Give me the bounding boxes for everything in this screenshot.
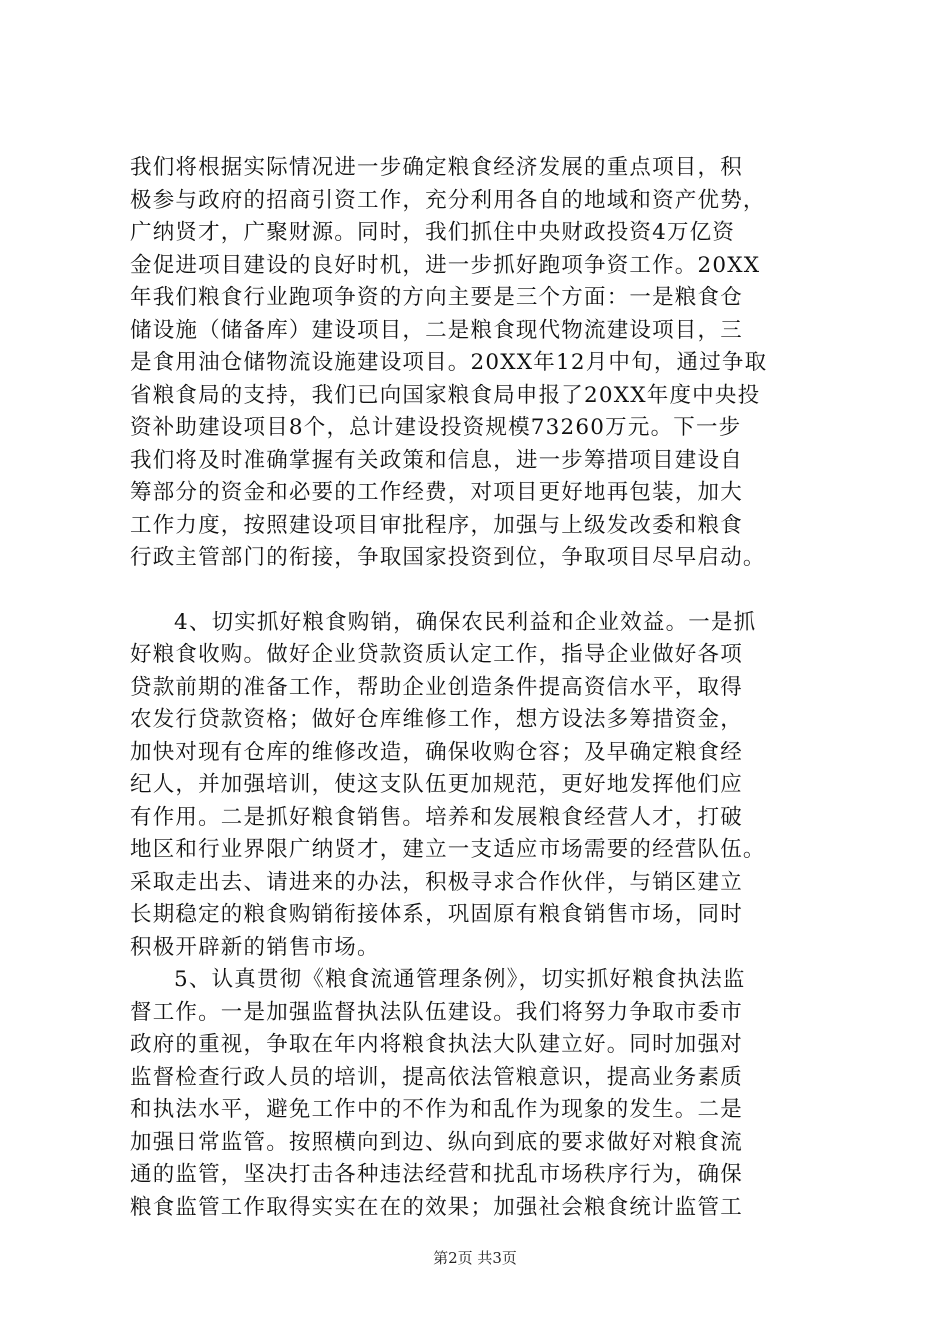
text-line: 监督检查行政人员的培训，提高依法管粮意识，提高业务素质 [130, 1064, 743, 1090]
text-line: 和执法水平，避免工作中的不作为和乱作为现象的发生。二是 [130, 1097, 743, 1122]
text-line: 筹部分的资金和必要的工作经费，对项目更好地再包装，加大 [130, 480, 743, 505]
text-line: 采取走出去、请进来的办法，积极寻求合作伙伴，与销区建立 [130, 869, 743, 895]
text-line: 4、切实抓好粮食购销，确保农民利益和企业效益。一是抓 [174, 609, 757, 635]
text-line: 通的监管，坚决打击各种违法经营和扰乱市场秩序行为，确保 [130, 1162, 743, 1187]
text-line: 资补助建设项目8个，总计建设投资规模73260万元。下一步 [130, 415, 742, 440]
text-line: 积极开辟新的销售市场。 [130, 934, 380, 960]
text-line: 我们将及时准确掌握有关政策和信息，进一步筹措项目建设自 [130, 447, 743, 473]
text-line: 纪人，并加强培训，使这支队伍更加规范，更好地发挥他们应 [130, 772, 743, 797]
document-body [130, 152, 822, 1224]
text-line: 极参与政府的招商引资工作，充分利用各自的地域和资产优势， [130, 187, 766, 213]
paragraph-law-enforcement [130, 964, 822, 1224]
text-line: 年我们粮食行业跑项争资的方向主要是三个方面：一是粮食仓 [130, 285, 743, 310]
text-line: 金促进项目建设的良好时机，进一步抓好跑项争资工作。20XX [130, 252, 761, 278]
text-line: 长期稳定的粮食购销衔接体系，巩固原有粮食销售市场，同时 [130, 902, 743, 927]
text-line: 有作用。二是抓好粮食销售。培养和发展粮食经营人才，打破 [130, 804, 743, 830]
paragraph-projects [130, 152, 822, 575]
text-line: 贷款前期的准备工作，帮助企业创造条件提高资信水平，取得 [130, 674, 743, 700]
text-line: 工作力度，按照建设项目审批程序，加强与上级发改委和粮食 [130, 512, 743, 538]
text-line: 地区和行业界限广纳贤才，建立一支适应市场需要的经营队伍。 [130, 837, 766, 862]
text-line: 好粮食收购。做好企业贷款资质认定工作，指导企业做好各项 [130, 642, 743, 667]
text-line: 粮食监管工作取得实实在在的效果；加强社会粮食统计监管工 [130, 1194, 743, 1220]
text-line: 我们将根据实际情况进一步确定粮食经济发展的重点项目，积 [130, 155, 743, 180]
text-line: 储设施（储备库）建设项目，二是粮食现代物流建设项目，三 [130, 317, 743, 343]
text-line: 农发行贷款资格；做好仓库维修工作，想方设法多筹措资金， [130, 707, 743, 732]
text-line: 广纳贤才，广聚财源。同时，我们抓住中央财政投资4万亿资 [130, 220, 736, 245]
text-line: 加快对现有仓库的维修改造，确保收购仓容；及早确定粮食经 [130, 739, 743, 765]
paragraph-purchase-sales [130, 607, 822, 965]
text-line: 督工作。一是加强监督执法队伍建设。我们将努力争取市委市 [130, 999, 743, 1025]
paragraph-spacer [130, 575, 822, 607]
text-line: 加强日常监管。按照横向到边、纵向到底的要求做好对粮食流 [130, 1129, 743, 1155]
text-line: 省粮食局的支持，我们已向国家粮食局申报了20XX年度中央投 [130, 382, 761, 408]
text-line: 5、认真贯彻《粮食流通管理条例》，切实抓好粮食执法监 [174, 967, 746, 992]
text-line: 行政主管部门的衔接，争取国家投资到位，争取项目尽早启动。 [130, 545, 766, 570]
page-number-footer: 第2页 共3页 [433, 1249, 517, 1267]
text-line: 是食用油仓储物流设施建设项目。20XX年12月中旬，通过争取 [130, 350, 768, 375]
text-line: 政府的重视，争取在年内将粮食执法大队建立好。同时加强对 [130, 1032, 743, 1057]
